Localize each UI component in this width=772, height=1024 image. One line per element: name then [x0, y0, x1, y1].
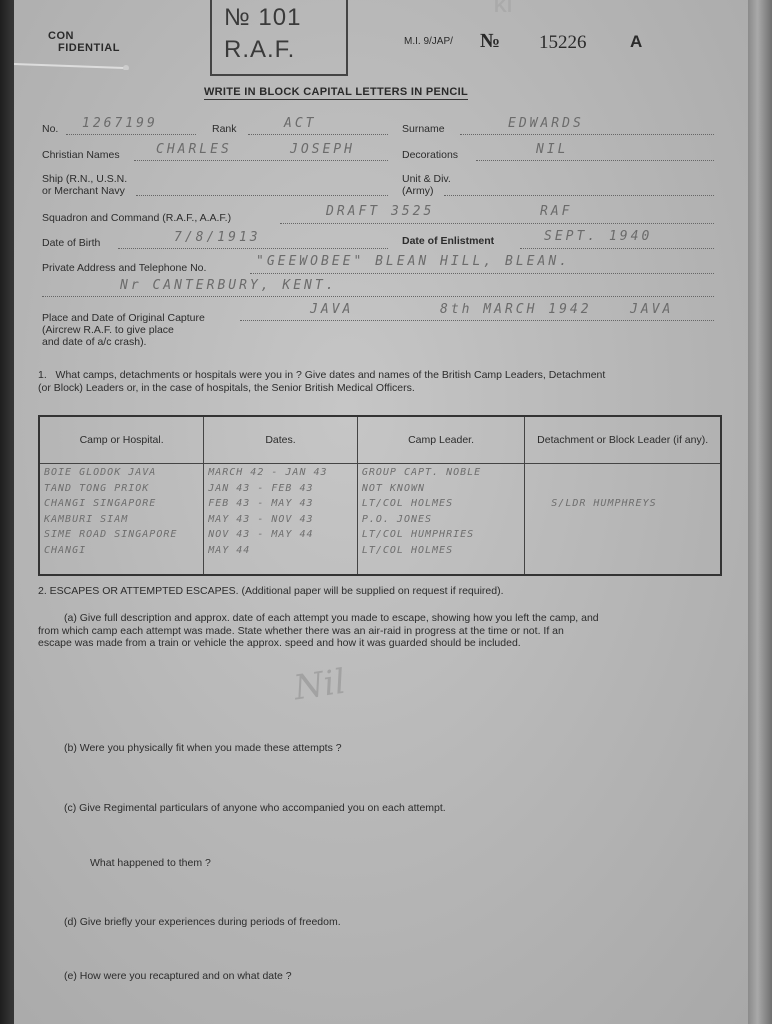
table-cell-leader: LT/COL HUMPHRIES	[361, 529, 475, 540]
address-line-2	[42, 296, 714, 297]
question-2b: (b) Were you physically fit when you made these attempts ?	[64, 742, 342, 754]
no-label: No.	[42, 123, 59, 135]
question-2c: (c) Give Regimental particulars of anyone who accompanied you on each attempt.	[64, 802, 446, 814]
capture-line	[240, 320, 714, 321]
question-2a-line3: escape was made from a train or vehicle the approx. speed and how it was guarded should be included.	[38, 637, 521, 649]
decorations-label: Decorations	[402, 149, 459, 161]
camps-table-body	[39, 464, 721, 576]
header-detachment: Detachment or Block Leader (if any).	[525, 416, 721, 464]
header-camp-leader: Camp Leader.	[357, 416, 524, 464]
question-1	[38, 369, 738, 394]
camp-column	[39, 464, 204, 576]
surname-line	[460, 134, 714, 135]
header-camp: Camp or Hospital.	[39, 416, 204, 464]
tag-string	[14, 62, 132, 70]
decorations-value: NIL	[536, 142, 569, 157]
capture-label	[42, 312, 205, 348]
form-page	[14, 0, 752, 1024]
confidential-top: CON	[48, 30, 74, 42]
unit-label-line2: (Army)	[402, 185, 434, 197]
table-cell-leader: P.O. JONES	[361, 513, 433, 525]
dob-label: Date of Birth	[42, 237, 101, 249]
question-2e: (e) How were you recaptured and on what date ?	[64, 970, 292, 982]
table-cell-detachment: S/LDR HUMPHREYS	[551, 498, 657, 509]
page-stack-edge	[748, 0, 772, 1024]
answer-2a-handwriting: Nil	[291, 661, 349, 709]
surname-value: EDWARDS	[508, 116, 584, 131]
stamp-number: № 101	[224, 4, 302, 31]
camps-table-header	[39, 416, 721, 464]
enlistment-value: SEPT. 1940	[544, 229, 653, 244]
capture-place-2: JAVA	[630, 302, 674, 317]
stamp-box	[210, 0, 348, 76]
ship-line	[136, 195, 388, 196]
table-cell-dates: JAN 43 - FEB 43	[208, 482, 314, 494]
address-line-1	[250, 273, 714, 274]
table-cell-camp: CHANGI	[44, 544, 87, 556]
table-cell-camp: SIME ROAD SINGAPORE	[44, 529, 178, 540]
stamp-raf: R.A.F.	[224, 36, 296, 63]
address-value-2: Nr CANTERBURY, KENT.	[120, 278, 337, 293]
address-label: Private Address and Telephone No.	[42, 262, 207, 274]
table-cell-leader: LT/COL HOLMES	[361, 498, 454, 509]
capture-label-line2: (Aircrew R.A.F. to give place	[42, 324, 174, 336]
enlistment-label: Date of Enlistment	[402, 235, 495, 247]
unit-label	[402, 173, 451, 197]
question-2a-line1: (a) Give full description and approx. date of each attempt you made to escape, showing how you left the camp, and	[64, 612, 599, 624]
header-dates: Dates.	[204, 416, 358, 464]
rank-label: Rank	[212, 123, 237, 135]
dob-line	[118, 248, 388, 249]
reference-suffix: A	[630, 32, 643, 51]
question-2c-followup: What happened to them ?	[90, 857, 211, 869]
no-line	[66, 134, 196, 135]
mi-reference: M.I. 9/JAP/	[404, 36, 453, 47]
ship-label-line2: or Merchant Navy	[42, 185, 125, 197]
confidential-bottom: FIDENTIAL	[58, 42, 120, 54]
unit-line	[444, 195, 714, 196]
surname-label: Surname	[402, 123, 445, 135]
table-cell-leader: NOT KNOWN	[361, 482, 426, 494]
unit-label-line1: Unit & Div.	[402, 173, 451, 185]
capture-label-line1: Place and Date of Original Capture	[42, 312, 205, 324]
capture-date: 8th MARCH 1942	[440, 302, 592, 317]
squadron-line	[280, 223, 714, 224]
rank-line	[248, 134, 388, 135]
ship-label	[42, 173, 127, 197]
question-1-line2: (or Block) Leaders or, in the case of hospitals, the Senior British Medical Officers.	[38, 381, 415, 394]
capture-place: JAVA	[310, 302, 354, 317]
dates-column	[204, 464, 358, 576]
decorations-line	[476, 160, 714, 161]
dob-value: 7/8/1913	[174, 230, 261, 245]
address-value-1: "GEEWOBEE" BLEAN HILL, BLEAN.	[256, 254, 570, 269]
table-cell-dates: NOV 43 - MAY 44	[208, 529, 314, 540]
question-2a-line2: from which camp each attempt was made. State whether there was an air-raid in progress at the time or not. If an	[38, 624, 564, 637]
question-2-heading: 2. ESCAPES OR ATTEMPTED ESCAPES. (Additional paper will be supplied on request if required).	[38, 585, 504, 597]
confidential-mark	[48, 30, 120, 54]
camps-table	[38, 415, 722, 576]
christian-names-line	[134, 160, 388, 161]
table-cell-leader: GROUP CAPT. NOBLE	[361, 467, 482, 478]
table-cell-camp: BOIE GLODOK JAVA	[44, 467, 157, 478]
detachment-column	[525, 464, 721, 576]
question-1-number: 1.	[38, 369, 47, 381]
table-cell-dates: MAY 44	[208, 544, 251, 556]
question-2a	[38, 612, 748, 650]
squadron-value: DRAFT 3525	[326, 204, 435, 219]
christian-names-label: Christian Names	[42, 149, 120, 161]
question-1-line1	[38, 369, 738, 382]
faint-stamp: KI	[494, 0, 512, 16]
enlistment-line	[520, 248, 714, 249]
squadron-value-raf: RAF	[540, 204, 573, 219]
number-glyph: №	[480, 30, 501, 52]
table-cell-camp: CHANGI SINGAPORE	[44, 498, 157, 509]
table-cell-camp: TAND TONG PRIOK	[44, 482, 150, 494]
table-cell-detachment	[529, 465, 716, 481]
question-2d: (d) Give briefly your experiences during periods of freedom.	[64, 916, 341, 928]
rank-value: ACT	[284, 116, 317, 131]
table-cell-dates: FEB 43 - MAY 43	[208, 498, 314, 509]
instruction-heading: WRITE IN BLOCK CAPITAL LETTERS IN PENCIL	[204, 86, 468, 98]
table-cell-dates: MAY 43 - NOV 43	[208, 513, 314, 525]
no-value: 1267199	[82, 116, 158, 131]
table-cell-detachment	[529, 481, 716, 497]
leader-column	[357, 464, 524, 576]
question-1-text1: What camps, detachments or hospitals were you in ? Give dates and names of the British Camp Leaders, Detachment	[55, 369, 606, 381]
capture-label-line3: and date of a/c crash).	[42, 336, 147, 348]
ship-label-line1: Ship (R.N., U.S.N.	[42, 173, 128, 185]
table-cell-camp: KAMBURI SIAM	[44, 513, 129, 525]
christian-name-1: CHARLES	[156, 142, 232, 157]
christian-name-2: JOSEPH	[290, 142, 355, 157]
table-cell-dates: MARCH 42 - JAN 43	[208, 467, 328, 478]
table-cell-leader: LT/COL HOLMES	[361, 544, 454, 556]
squadron-label: Squadron and Command (R.A.F., A.A.F.)	[42, 212, 232, 224]
reference-number: 15226	[539, 32, 587, 53]
